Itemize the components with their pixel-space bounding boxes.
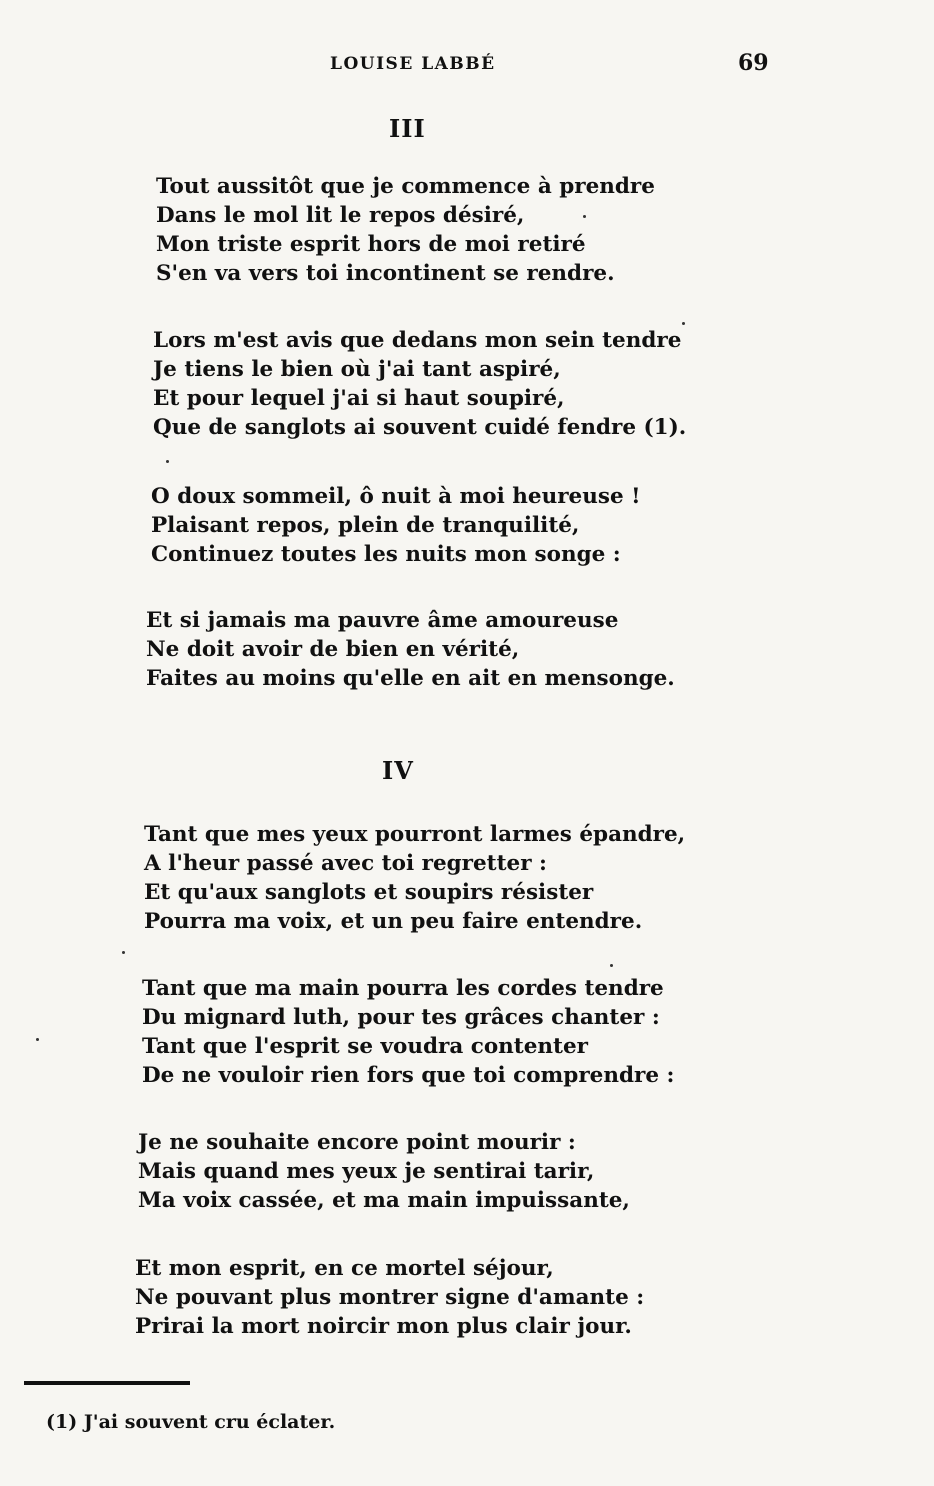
verse-line: Ne pouvant plus montrer signe d'amante : [135, 1285, 645, 1310]
stanza [151, 482, 641, 569]
verse-line: Tant que mes yeux pourront larmes épandre, [144, 822, 686, 847]
stanza [144, 820, 685, 936]
verse-line: Je tiens le bien où j'ai tant aspiré, [153, 357, 561, 382]
verse-line: Pourra ma voix, et un peu faire entendre. [144, 909, 643, 934]
scan-speck [122, 951, 125, 954]
verse-line: Et pour lequel j'ai si haut soupiré, [153, 386, 565, 411]
sonnet-number: III [389, 114, 426, 143]
verse-line: Tant que l'esprit se voudra contenter [142, 1034, 588, 1059]
verse-line: Continuez toutes les nuits mon songe : [151, 542, 621, 567]
scan-speck [610, 964, 613, 967]
sonnet-number: IV [382, 756, 414, 785]
verse-line: Et si jamais ma pauvre âme amoureuse [146, 608, 619, 633]
stanza [153, 326, 686, 442]
stanza [135, 1254, 644, 1341]
footnote-rule [24, 1381, 190, 1385]
verse-line: Tout aussitôt que je commence à prendre [156, 174, 655, 199]
verse-line: A l'heur passé avec toi regretter : [144, 851, 547, 876]
verse-line: Ma voix cassée, et ma main impuissante, [138, 1188, 630, 1213]
verse-line: Que de sanglots ai souvent cuidé fendre (1). [153, 415, 687, 440]
verse-line: O doux sommeil, ô nuit à moi heureuse ! [151, 484, 641, 509]
scan-speck [583, 215, 586, 218]
verse-line: Mais quand mes yeux je sentirai tarir, [138, 1159, 595, 1184]
verse-line: Du mignard luth, pour tes grâces chanter : [142, 1005, 660, 1030]
verse-line: Lors m'est avis que dedans mon sein tendre [153, 328, 682, 353]
scan-speck [36, 1038, 39, 1041]
verse-line: Prirai la mort noircir mon plus clair jour. [135, 1314, 632, 1339]
verse-line: De ne vouloir rien fors que toi comprendre : [142, 1063, 675, 1088]
scan-speck [166, 460, 169, 463]
verse-line: Tant que ma main pourra les cordes tendre [142, 976, 664, 1001]
footnote: (1) J'ai souvent cru éclater. [46, 1411, 336, 1433]
stanza [146, 606, 675, 693]
verse-line: S'en va vers toi incontinent se rendre. [156, 261, 615, 286]
verse-line: Dans le mol lit le repos désiré, [156, 203, 525, 228]
stanza [156, 172, 655, 288]
verse-line: Et mon esprit, en ce mortel séjour, [135, 1256, 554, 1281]
page-number: 69 [738, 50, 769, 76]
verse-line: Plaisant repos, plein de tranquilité, [151, 513, 580, 538]
stanza [138, 1128, 630, 1215]
verse-line: Mon triste esprit hors de moi retiré [156, 232, 586, 257]
verse-line: Faites au moins qu'elle en ait en mensonge. [146, 666, 675, 691]
verse-line: Ne doit avoir de bien en vérité, [146, 637, 520, 662]
scan-speck [682, 322, 685, 325]
stanza [142, 974, 674, 1090]
verse-line: Je ne souhaite encore point mourir : [138, 1130, 576, 1155]
running-title: LOUISE LABBÉ [330, 54, 496, 74]
verse-line: Et qu'aux sanglots et soupirs résister [144, 880, 594, 905]
